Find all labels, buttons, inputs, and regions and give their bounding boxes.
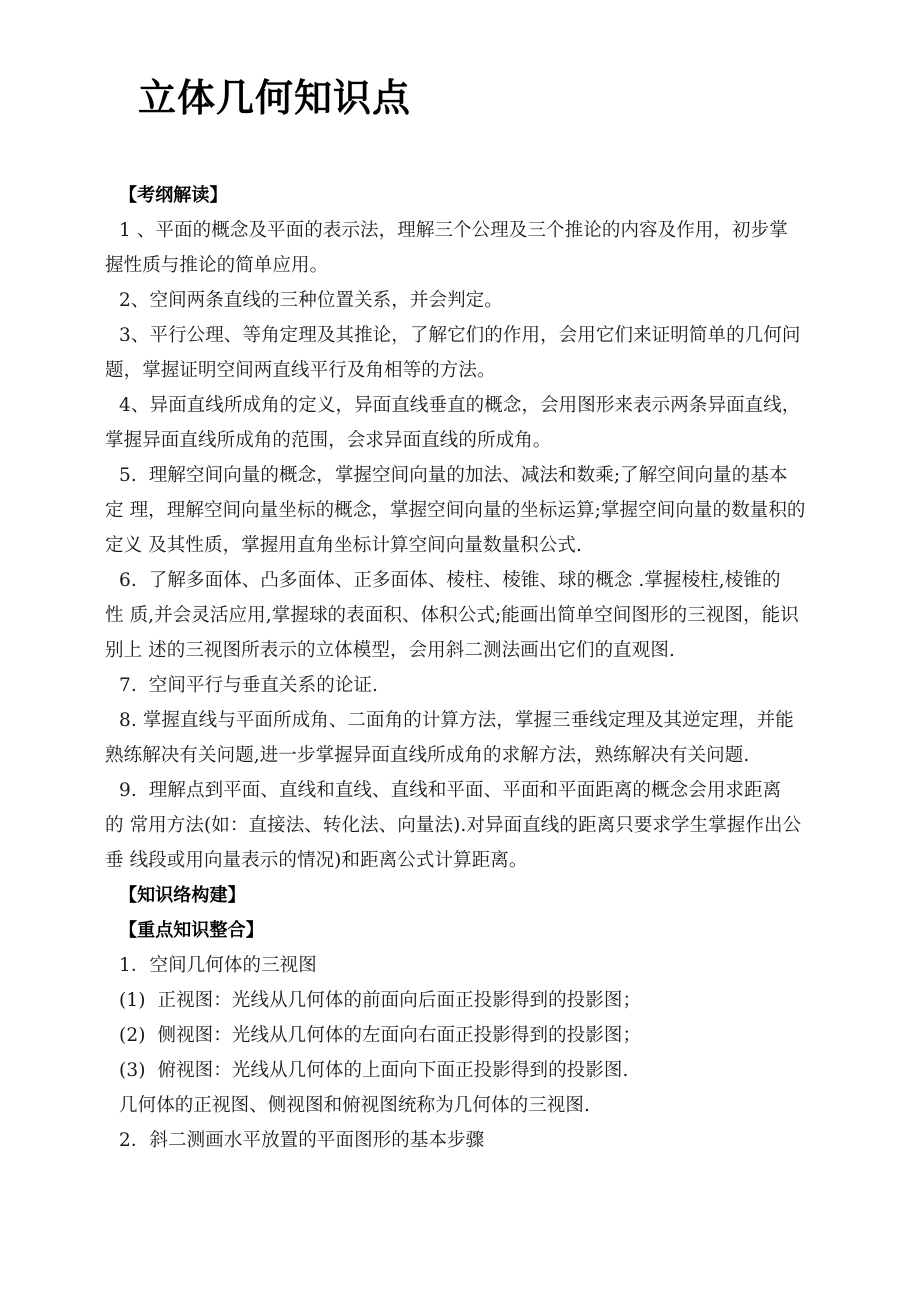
numbered-item-line: 1 、平面的概念及平面的表示法，理解三个公理及三个推论的内容及作用，初步掌 (119, 220, 788, 241)
numbered-item-line: 3、平行公理、等角定理及其推论，了解它们的作用，会用它们来证明简单的几何问 (119, 325, 801, 346)
continuation-line: 掌握异面直线所成角的范围，会求异面直线的所成角。 (105, 430, 552, 451)
numbered-item-line: 2、空间两条直线的三种位置关系，并会判定。 (119, 290, 503, 311)
continuation-line: 定义 及其性质，掌握用直角坐标计算空间向量数量积公式. (105, 535, 582, 556)
numbered-item-line: 2．斜二测画水平放置的平面图形的基本步骤 (119, 1130, 485, 1151)
numbered-item-line: 1．空间几何体的三视图 (119, 955, 317, 976)
continuation-line: 的 常用方法(如：直接法、转化法、向量法).对异面直线的距离只要求学生掌握作出公 (105, 815, 802, 836)
numbered-item-line: 8. 掌握直线与平面所成角、二面角的计算方法，掌握三垂线定理及其逆定理，并能 (119, 710, 794, 731)
sub-item-line: 几何体的正视图、侧视图和俯视图统称为几何体的三视图. (119, 1095, 590, 1116)
sub-item-line: (3) 俯视图：光线从几何体的上面向下面正投影得到的投影图. (119, 1060, 629, 1081)
continuation-line: 握性质与推论的简单应用。 (105, 255, 329, 276)
section-header: 【知识络构建】 (119, 885, 246, 906)
sub-item-line: (2) 侧视图：光线从几何体的左面向右面正投影得到的投影图； (119, 1025, 642, 1046)
continuation-line: 定 理，理解空间向量坐标的概念，掌握空间向量的坐标运算;掌握空间向量的数量积的 (105, 500, 806, 521)
continuation-line: 题，掌握证明空间两直线平行及角相等的方法。 (105, 360, 496, 381)
numbered-item-line: 9. 理解点到平面、直线和直线、直线和平面、平面和平面距离的概念会用求距离 (119, 780, 782, 801)
numbered-item-line: 7. 空间平行与垂直关系的论证. (119, 675, 378, 696)
continuation-line: 性 质,并会灵活应用,掌握球的表面积、体积公式;能画出简单空间图形的三视图，能识 (105, 605, 799, 626)
section-header: 【重点知识整合】 (119, 920, 264, 941)
continuation-line: 熟练解决有关问题,进一步掌握异面直线所成角的求解方法，熟练解决有关问题. (105, 745, 750, 766)
section-header: 【考纲解读】 (119, 185, 228, 206)
page-title: 立体几何知识点 (138, 76, 412, 120)
document-body (105, 178, 817, 1158)
continuation-line: 别上 述的三视图所表示的立体模型，会用斜二测法画出它们的直观图. (105, 640, 675, 661)
numbered-item-line: 4、异面直线所成角的定义，异面直线垂直的概念，会用图形来表示两条异面直线， (119, 395, 801, 416)
sub-item-line: (1) 正视图：光线从几何体的前面向后面正投影得到的投影图； (119, 990, 642, 1011)
continuation-line: 垂 线段或用向量表示的情况)和距离公式计算距离。 (105, 850, 528, 871)
numbered-item-line: 6. 了解多面体、凸多面体、正多面体、棱柱、棱锥、球的概念 .掌握棱柱,棱锥的 (119, 570, 781, 591)
numbered-item-line: 5. 理解空间向量的概念，掌握空间向量的加法、减法和数乘;了解空间向量的基本 (119, 465, 788, 486)
